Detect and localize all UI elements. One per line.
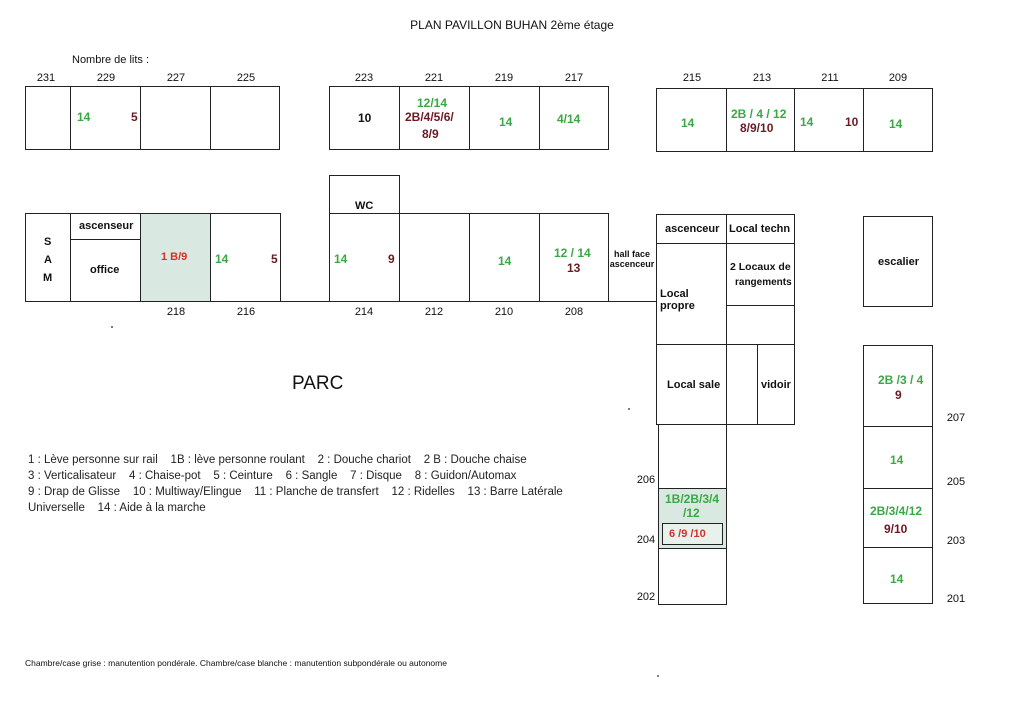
small-room	[726, 344, 758, 425]
room-221-equipment-2: 8/9	[422, 127, 439, 141]
room-211-equipment: 10	[845, 115, 859, 129]
room-211	[794, 88, 864, 152]
elevator-1-label: ascenseur	[79, 220, 134, 232]
hall-label-line2: ascenceur	[609, 259, 655, 269]
legend	[28, 452, 628, 516]
hall-label	[608, 249, 656, 269]
room-214	[329, 213, 400, 302]
beds-label: Nombre de lits :	[72, 54, 150, 66]
room-208	[539, 213, 609, 302]
room-207-equipment: 9	[895, 388, 902, 402]
room-211-beds: 14	[800, 115, 814, 129]
room-206	[658, 488, 727, 549]
room-204-equipment: 6 /9 /10	[669, 528, 706, 540]
legend-line: 9 : Drap de Glisse 10 : Multiway/Elingue 11 : Planche de transfert 12 : Ridelles 13 : Barre Latérale	[28, 486, 563, 498]
stairs-label: escalier	[878, 256, 919, 268]
office-label: office	[90, 264, 120, 276]
room-216	[210, 213, 281, 302]
legend-line: 1 : Lève personne sur rail 1B : lève personne roulant 2 : Douche chariot 2 B : Douche chaise	[28, 454, 527, 466]
room-number: 204	[636, 534, 656, 546]
room-number: 206	[636, 474, 656, 486]
elevator-1	[70, 213, 141, 240]
room-221-beds: 12/14	[417, 96, 448, 110]
storage-label-2: rangements	[735, 277, 792, 288]
tech-room	[726, 214, 795, 244]
room-205-beds: 14	[890, 453, 904, 467]
room-213-beds: 2B / 4 / 12	[731, 107, 787, 121]
room-number: 213	[752, 72, 772, 84]
room-210	[469, 213, 540, 302]
room-231	[25, 86, 71, 150]
storage-rooms	[726, 243, 795, 306]
room-201-beds: 14	[890, 572, 904, 586]
room-219-beds: 14	[499, 115, 513, 129]
room-206-beds-2: /12	[683, 506, 700, 520]
room-202	[658, 548, 727, 605]
room-213	[726, 88, 795, 152]
room-208-equipment: 13	[567, 261, 581, 275]
room-223	[329, 86, 400, 150]
sam-letter: A	[44, 254, 52, 266]
room-number: 217	[564, 72, 584, 84]
elevator-2-label: ascenceur	[665, 223, 720, 235]
dirty-room	[656, 344, 727, 425]
room-number: 207	[946, 412, 966, 424]
room-214-beds: 14	[334, 252, 348, 266]
speck	[628, 408, 630, 410]
room-number: 216	[236, 306, 256, 318]
corridor-wall	[608, 301, 657, 302]
sam-letter: S	[44, 236, 52, 248]
room-number: 210	[494, 306, 514, 318]
room-number: 227	[166, 72, 186, 84]
legend-line: 3 : Verticalisateur 4 : Chaise-pot 5 : Ceinture 6 : Sangle 7 : Disque 8 : Guidon/Automax	[28, 470, 517, 482]
room-above-206	[658, 424, 727, 489]
legend-line: Universelle 14 : Aide à la marche	[28, 502, 206, 514]
storage-room-2	[726, 305, 795, 345]
room-204-box	[662, 523, 723, 545]
room-203-equipment: 9/10	[884, 522, 908, 536]
room-225	[210, 86, 280, 150]
room-207-beds: 2B /3 / 4	[878, 373, 924, 387]
sam-room	[25, 213, 71, 302]
room-number: 208	[564, 306, 584, 318]
speck	[111, 326, 113, 328]
room-number: 218	[166, 306, 186, 318]
hall-label-line1: hall face	[613, 249, 651, 259]
room-229-beds: 14	[77, 110, 91, 124]
room-218-equipment: 1 B/9	[161, 251, 188, 263]
room-number: 203	[946, 535, 966, 547]
room-number: 212	[424, 306, 444, 318]
room-number: 219	[494, 72, 514, 84]
clean-room-label: Local propre	[660, 288, 695, 312]
room-207	[863, 345, 933, 427]
room-number: 223	[354, 72, 374, 84]
room-216-equipment: 5	[271, 252, 278, 266]
room-217	[539, 86, 609, 150]
room-209	[863, 88, 933, 152]
corridor-wall	[280, 301, 330, 302]
room-206-beds: 1B/2B/3/4	[665, 492, 720, 506]
room-210-beds: 14	[498, 254, 512, 268]
elevator-2	[656, 214, 727, 244]
vidoir-label: vidoir	[761, 379, 791, 391]
room-number: 209	[888, 72, 908, 84]
room-221-equipment: 2B/4/5/6/	[405, 110, 454, 124]
wc-room	[329, 175, 400, 214]
storage-label-1: 2 Locaux de	[730, 261, 791, 273]
clean-room	[656, 243, 727, 345]
room-number: 201	[946, 593, 966, 605]
room-208-beds: 12 / 14	[554, 246, 591, 260]
room-223-beds: 10	[358, 111, 372, 125]
room-227	[140, 86, 211, 150]
parc-label: PARC	[292, 373, 344, 394]
wc-label: WC	[355, 200, 374, 212]
room-number: 225	[236, 72, 256, 84]
room-214-equipment: 9	[388, 252, 395, 266]
page-title: PLAN PAVILLON BUHAN 2ème étage	[410, 18, 614, 32]
room-216-beds: 14	[215, 252, 229, 266]
room-213-equipment: 8/9/10	[740, 121, 774, 135]
room-215	[656, 88, 727, 152]
room-203	[863, 488, 933, 548]
room-209-beds: 14	[889, 117, 903, 131]
room-221	[399, 86, 470, 150]
footer-note: Chambre/case grise : manutention pondérale. Chambre/case blanche : manutention subpondérale ou autonome	[25, 658, 447, 668]
room-number: 215	[682, 72, 702, 84]
room-218	[140, 213, 211, 302]
tech-room-label: Local techn	[729, 223, 791, 235]
room-number: 231	[36, 72, 56, 84]
room-203-beds: 2B/3/4/12	[870, 504, 923, 518]
room-number: 202	[636, 591, 656, 603]
room-219	[469, 86, 540, 150]
stairs	[863, 216, 933, 307]
sam-letter: M	[43, 272, 53, 284]
room-229	[70, 86, 141, 150]
room-number: 214	[354, 306, 374, 318]
room-205	[863, 426, 933, 489]
room-number: 229	[96, 72, 116, 84]
vidoir-room	[757, 344, 795, 425]
room-number: 211	[821, 72, 839, 84]
office-room	[70, 239, 141, 302]
room-201	[863, 547, 933, 604]
room-215-beds: 14	[681, 116, 695, 130]
room-number: 221	[424, 72, 444, 84]
room-212	[399, 213, 470, 302]
room-229-equipment: 5	[131, 110, 138, 124]
room-217-beds: 4/14	[557, 112, 581, 126]
speck	[657, 675, 659, 677]
room-number: 205	[946, 476, 966, 488]
dirty-room-label: Local sale	[667, 379, 721, 391]
